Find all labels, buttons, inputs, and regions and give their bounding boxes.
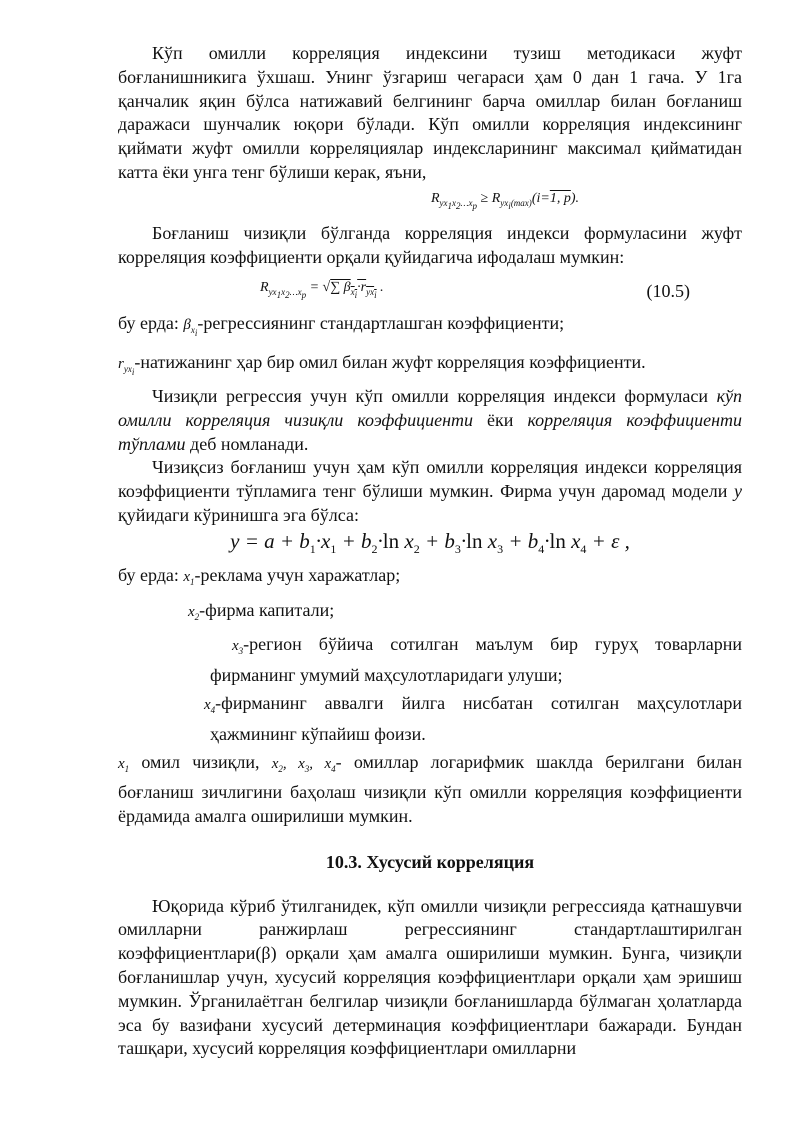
paragraph-2: Боғланиш чизиқли бўлганда корреляция индекси формуласини жуфт корреляция коэффициенти орқали қуйидагича ифодалаш мумкин: [118,223,742,267]
x1-symbol: $x_1$ [183,568,195,587]
section-heading: 10.3. Хусусий корреляция [325,851,535,872]
formula-10-5 [118,270,742,312]
document-page [118,42,742,1061]
paragraph-3: Чизиқли регрессия учун кўп омилли корреляция индекси формуласи кўп омилли корреляция чизиқли коэффициенти ёки корреляция коэффициенти тўплами деб номланади. [118,385,742,454]
paragraph-6: Юқорида кўриб ўтилганидек, кўп омилли чизиқли регрессияда қатнашувчи омилларни ранжирлаш регрессиянинг стандартлаштирилган коэффициентлари(β) орқали ҳам амалга оширилиши мумкин. Бунга, чизиқли боғланишлар учун, хусусий корреляция коэффициентлари орқали ҳам эришиш мумкин. Ўрганилаётган белгилар чизиқли боғланишларда бўлмаган ҳолатларда эса бу вазифани хусусий детерминация коэффициентлари бажаради. Бундан ташқари, хусусий корреляция коэффициентлари омилларни [118,895,742,1059]
paragraph-4: Чизиқсиз боғланиш учун ҳам кўп омилли корреляция индекси корреляция коэффициенти тўпламигa тенг бўлиши мумкин. Фирма учун даромад модели y қуйидаги кўринишга эга бўлса: [118,457,742,525]
paragraph-5: $x_1$ омил чизиқли, $x_2$, $x_3$, $x_4-$ омиллар логарифмик шаклда берилгани билан боғланиш зичлигини баҳолаш чизиқли кўп омилли корреляция коэффициенти ёрдамида амалга оширилиши мумкин. [118,751,742,827]
equation-number: (10.5) [646,280,690,301]
inequality-formula: $R_{yx_1x_2\dots x_p} \ge R_{yx_i(max)}(i=1$, p). [430,190,579,211]
x3-symbol: $x_3$ [232,638,244,657]
x2-symbol: $x_2$ [188,603,200,622]
definition-beta: бу ерда: $\beta_{x_i}$-регрессиянинг стандартлашган коэффициенти; [118,312,565,338]
definition-x2: $x_2$-фирма капитали; [188,599,335,622]
x1-symbol-inline: $x_1$ [118,755,130,774]
definition-x4: $x_4$-фирманинг аввалги йилга нисбатан сотилган маҳсулотлари ҳажмининг кўпайиш фоизи. [204,692,742,744]
definition-x1: бу ерда: $x_1$-реклама учун харажатлар; [118,564,401,587]
beta-symbol: $\beta_{x_i}$ [183,316,198,338]
x4-symbol: $x_4$ [204,696,216,715]
x2-x3-x4-symbols: $x_2$, $x_3$, $x_4$ [271,755,336,774]
paragraph-1: Кўп омилли корреляция индексини тузиш методикаси жуфт боғланишникига ўхшаш. Унинг ўзгариш чегараси ҳам 0 дан 1 гача. У 1га қанчалик яқин бўлса натижавий белгининг барча омиллар билан боғланиш даражаси шунчалик юқори бўлади. Кўп омилли корреляция индексининг қиймати жуфт омилли корреляциялар индексларининг максимал қийматидан катта ёки унга тенг бўлиши керак, яъни, [118,43,742,182]
r-symbol: $r_{yx_i}$ [118,356,135,378]
definition-r: $r_{yx_i}$-натижанинг ҳар бир омил билан жуфт корреляция коэффициенти. [118,352,646,378]
correlation-index-formula: $R_{yx_1x_2\dots x_p}$ = √∑ $\beta_{x_i}\cdot r_{yx_i}$ . [260,279,384,300]
income-model-formula: $y = a + b_1\cdot x_1 + b_2\cdot\ln$ $x_2 + b_3\cdot\ln$ $x_3 + b_4\cdot\ln$ $x_4 + \varepsilon$ , [230,528,630,556]
definition-x3: $x_3$-регион бўйича сотилган маълум бир гуруҳ товарларни фирманинг умумий маҳсулотларидаги улуши; [210,634,742,686]
